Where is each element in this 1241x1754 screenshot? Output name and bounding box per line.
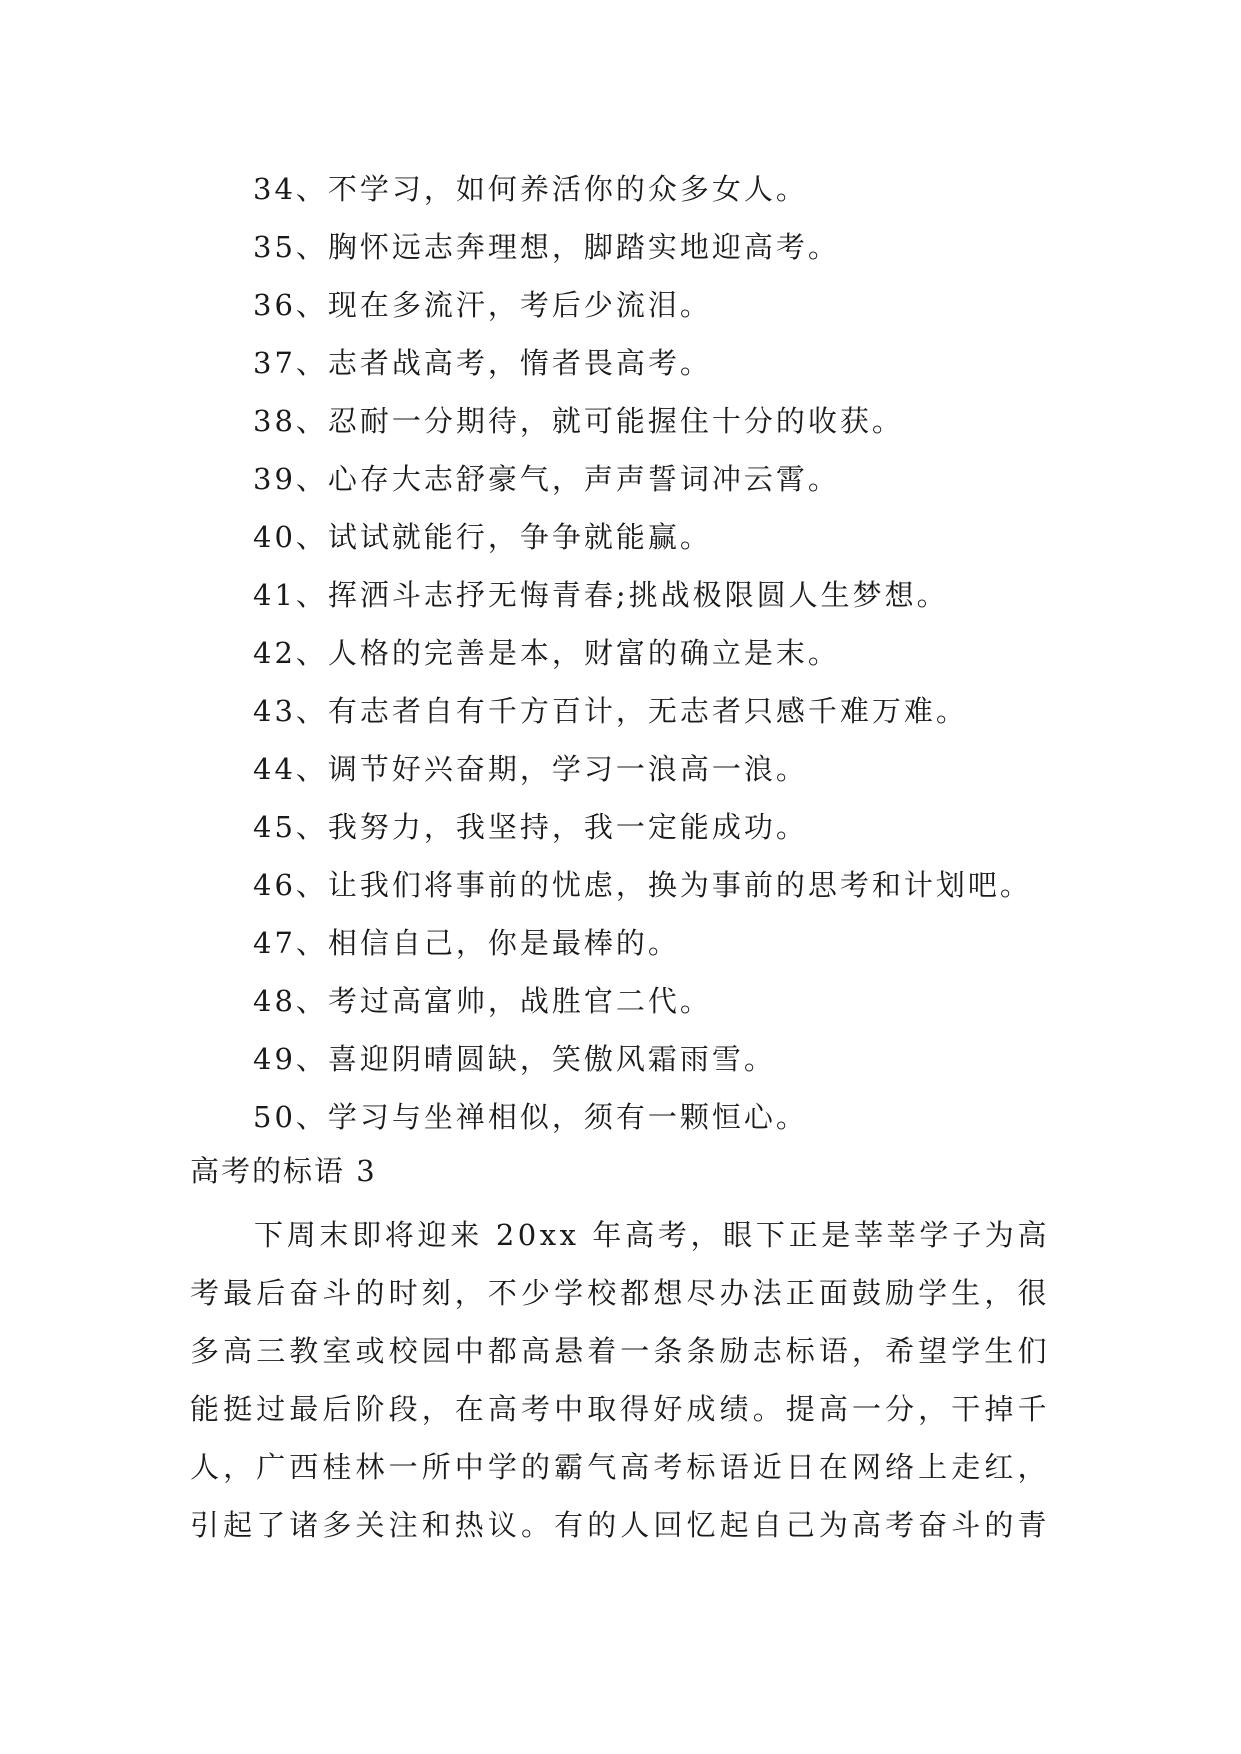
list-item: 36、现在多流汗，考后少流泪。 bbox=[253, 288, 712, 322]
paragraph-line: 考最后奋斗的时刻，不少学校都想尽办法正面鼓励学生，很 bbox=[190, 1276, 1050, 1310]
paragraph-line: 人，广西桂林一所中学的霸气高考标语近日在网络上走红， bbox=[190, 1450, 1050, 1484]
list-item: 41、挥洒斗志抒无悔青春;挑战极限圆人生梦想。 bbox=[253, 578, 949, 612]
list-item: 45、我努力，我坚持，我一定能成功。 bbox=[253, 810, 808, 844]
list-item: 42、人格的完善是本，财富的确立是末。 bbox=[253, 636, 840, 670]
list-item: 35、胸怀远志奔理想，脚踏实地迎高考。 bbox=[253, 230, 840, 264]
list-item: 40、试试就能行，争争就能赢。 bbox=[253, 520, 712, 554]
list-item: 34、不学习，如何养活你的众多女人。 bbox=[253, 172, 808, 206]
paragraph-line: 多高三教室或校园中都高悬着一条条励志标语，希望学生们 bbox=[190, 1334, 1050, 1368]
paragraph-line: 能挺过最后阶段，在高考中取得好成绩。提高一分，干掉千 bbox=[190, 1392, 1050, 1426]
list-item: 46、让我们将事前的忧虑，换为事前的思考和计划吧。 bbox=[253, 868, 1032, 902]
paragraph-line: 下周末即将迎来 20xx 年高考，眼下正是莘莘学子为高 bbox=[254, 1218, 1050, 1252]
body-paragraph bbox=[190, 1206, 1050, 1554]
list-item: 50、学习与坐禅相似，须有一颗恒心。 bbox=[253, 1100, 808, 1134]
paragraph-line: 引起了诸多关注和热议。有的人回忆起自己为高考奋斗的青 bbox=[190, 1508, 1050, 1542]
section-heading: 高考的标语 3 bbox=[190, 1154, 377, 1188]
slogan-list bbox=[253, 160, 1032, 1146]
list-item: 47、相信自己，你是最棒的。 bbox=[253, 926, 680, 960]
list-item: 38、忍耐一分期待，就可能握住十分的收获。 bbox=[253, 404, 904, 438]
list-item: 39、心存大志舒豪气，声声誓词冲云霄。 bbox=[253, 462, 840, 496]
list-item: 43、有志者自有千方百计，无志者只感千难万难。 bbox=[253, 694, 968, 728]
list-item: 37、志者战高考，惰者畏高考。 bbox=[253, 346, 712, 380]
list-item: 44、调节好兴奋期，学习一浪高一浪。 bbox=[253, 752, 808, 786]
list-item: 48、考过高富帅，战胜官二代。 bbox=[253, 984, 712, 1018]
list-item: 49、喜迎阴晴圆缺，笑傲风霜雨雪。 bbox=[253, 1042, 776, 1076]
